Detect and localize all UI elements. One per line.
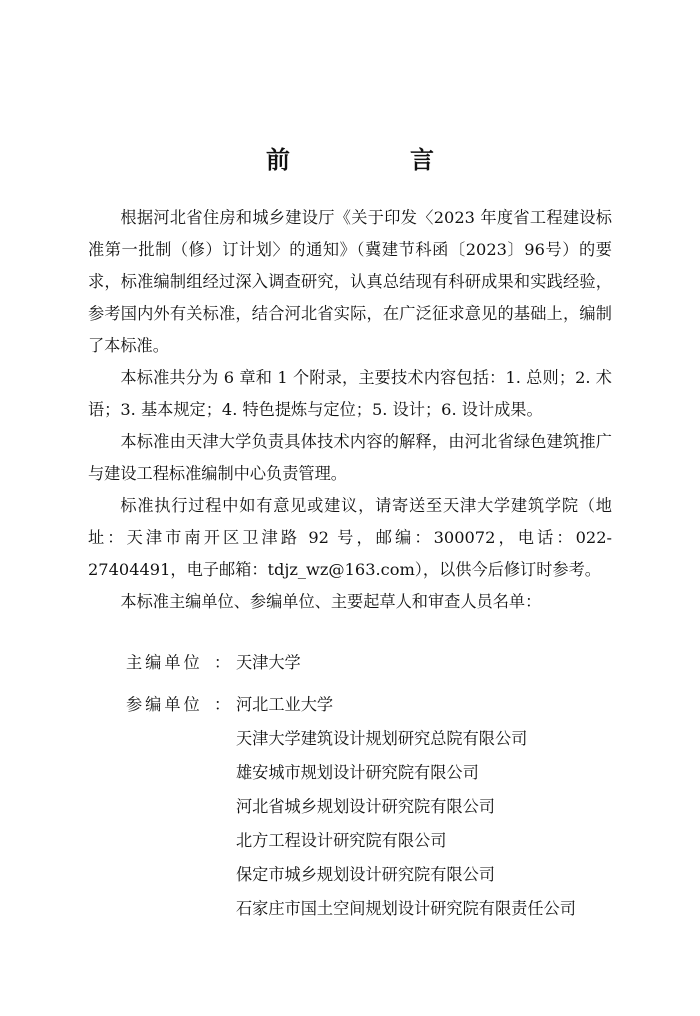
participating-unit-row: [126, 824, 626, 858]
participating-unit-row: [126, 858, 626, 892]
participating-unit-name: 石家庄市国土空间规划设计研究院有限责任公司: [236, 899, 576, 918]
chief-unit-row: [126, 646, 626, 680]
chief-unit-label: 主编单位: [126, 653, 203, 672]
chief-unit-name: 天津大学: [236, 653, 301, 672]
participating-unit-name: 天津大学建筑设计规划研究总院有限公司: [236, 729, 528, 748]
participating-unit-row: [126, 722, 626, 756]
paragraph-basis: 根据河北省住房和城乡建设厅《关于印发〈2023 年度省工程建设标准第一批制（修）订计划〉的通知》（冀建节科函〔2023〕96号）的要求，标准编制组经过深入调查研究，认真总结现有科研成果和实践经验，参考国内外有关标准，结合河北省实际，在广泛征求意见的基础上，编制了本标准。: [88, 208, 612, 355]
page-title: 前 言: [266, 145, 482, 174]
preface-body: [88, 202, 612, 618]
participating-unit-name: 河北工业大学: [236, 695, 334, 714]
participating-unit-name: 保定市城乡规划设计研究院有限公司: [236, 865, 495, 884]
participating-unit-name: 雄安城市规划设计研究院有限公司: [236, 763, 479, 782]
paragraph-contents: 本标准共分为 6 章和 1 个附录，主要技术内容包括：1. 总则；2. 术语；3. 基本规定；4. 特色提炼与定位；5. 设计；6. 设计成果。: [88, 368, 612, 419]
participating-unit-name: 北方工程设计研究院有限公司: [236, 831, 447, 850]
participating-unit-row: [126, 790, 626, 824]
paragraph-units-intro: 本标准主编单位、参编单位、主要起草人和审查人员名单：: [120, 592, 542, 611]
participating-unit-row: [126, 756, 626, 790]
participating-unit-row: [126, 892, 626, 926]
participating-unit-label: 参编单位: [126, 695, 203, 714]
chief-unit-colon: ：: [214, 653, 231, 672]
participating-unit-colon: ：: [214, 695, 231, 714]
participating-unit-name: 河北省城乡规划设计研究院有限公司: [236, 797, 495, 816]
paragraph-feedback: 标准执行过程中如有意见或建议，请寄送至天津大学建筑学院（地址：天津市南开区卫津路 92 号，邮编：300072，电话：022-27404491，电子邮箱：tdjz_wz@163.com），以供今后修订时参考。: [88, 496, 612, 579]
participating-unit-row: [126, 688, 626, 722]
paragraph-interpretation: 本标准由天津大学负责具体技术内容的解释，由河北省绿色建筑推广与建设工程标准编制中心负责管理。: [88, 432, 612, 483]
units-gap: [126, 680, 626, 688]
units-list: [126, 646, 626, 926]
